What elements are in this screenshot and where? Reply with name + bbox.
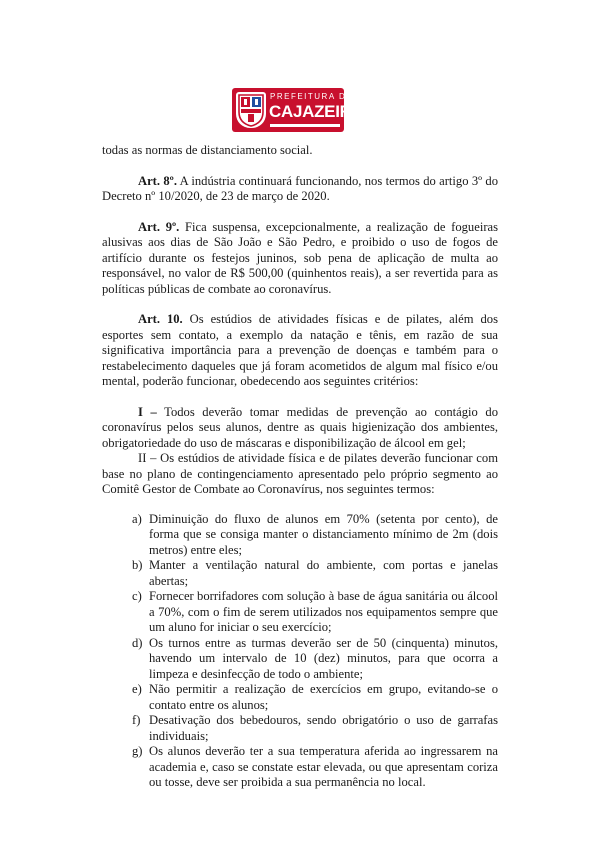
list-item (102, 636, 498, 683)
list-item-text: Não permitir a realização de exercícios em grupo, evitando-se o contato entre os alunos; (149, 682, 498, 712)
list-item (102, 589, 498, 636)
logo-underline (270, 124, 340, 127)
list-marker: g) (132, 744, 143, 758)
logo-line-1: PREFEITURA DE (270, 92, 354, 101)
list-item-text: Os alunos deverão ter a sua temperatura aferida ao ingressarem na academia e, caso se constate estar elevada, ou que apresentam coriza ou tosse, deve ser proibida a sua permanência no local. (149, 744, 498, 789)
article-9-text: Fica suspensa, excepcionalmente, a realização de fogueiras alusivas aos dias de São João e São Pedro, e proibido o uso de fogos de artifício durante os festejos juninos, sob pena de aplicação de multa ao responsável, no valor de R$ 500,00 (quinhentos reais), a ser revertida para as políticas públicas de combate ao coronavírus. (102, 219, 499, 296)
article-8-text: A indústria continuará funcionando, nos termos do artigo 3º do Decreto nº 10/2020, de 23 de março de 2020. (102, 173, 499, 203)
list-item (102, 744, 498, 791)
list-item-text: Os turnos entre as turmas deverão ser de 50 (cinquenta) minutos, havendo um intervalo de 10 (dez) minutos, para que ocorra a limpeza e desinfecção de todo o ambiente; (149, 635, 498, 681)
document-body (102, 143, 498, 791)
inciso-2: II – Os estúdios de atividade física e de pilates deverão funcionar com base no plano de contingenciamento apresentado pelo próprio segmento ao Comitê Gestor de Combate ao Coronavírus, nos seguintes termos: (102, 451, 498, 496)
logo-line-2: CAJAZEIRAS (269, 102, 375, 121)
city-hall-logo (232, 88, 375, 132)
list-item (102, 558, 498, 589)
list-marker: e) (132, 682, 142, 696)
inciso-1 (102, 405, 498, 452)
article-8-label: Art. 8º. (138, 173, 177, 188)
criteria-list (102, 512, 498, 791)
article-10-label: Art. 10. (138, 312, 183, 326)
list-item-text: Diminuição do fluxo de alunos em 70% (setenta por cento), de forma que se consiga manter o distanciamento mínimo de 2m (dois metros) entre eles; (149, 511, 498, 557)
article-10-text: Os estúdios de atividades físicas e de pilates, além dos esportes sem contato, a exemplo da natação e tênis, em razão de sua significativa importância para a prevenção de doenças e também para o restabelecimento daqueles que já foram acometidos de algum mal físico e/ou mental, poderão funcionar, obedecendo aos seguintes critérios: (102, 312, 498, 388)
article-9-label: Art. 9º. (138, 219, 180, 234)
list-item-text: Desativação dos bebedouros, sendo obrigatório o uso de garrafas individuais; (149, 713, 498, 743)
list-marker: a) (132, 511, 142, 526)
list-item (102, 682, 498, 713)
inciso-1-text: Todos deverão tomar medidas de prevenção ao contágio do coronavírus pelos seus alunos, dentre as quais higienização dos ambientes, obrigatoriedade do uso de máscaras e disponibilização de álcool em gel; (102, 404, 498, 450)
list-item-text: Fornecer borrifadores com solução à base de água sanitária ou álcool a 70%, com o fim de serem utilizados nos equipamentos sempre que um aluno for iniciar o seu exercício; (149, 589, 498, 634)
continuation-paragraph: todas as normas de distanciamento social. (102, 143, 313, 157)
article-8 (102, 174, 498, 205)
list-marker: c) (132, 589, 142, 603)
list-item (102, 512, 498, 559)
coat-of-arms-icon (236, 92, 266, 128)
list-marker: b) (132, 558, 143, 572)
list-marker: d) (132, 635, 143, 650)
article-10 (102, 312, 498, 390)
list-item (102, 713, 498, 744)
article-9 (102, 220, 498, 298)
list-item-text: Manter a ventilação natural do ambiente, com portas e janelas abertas; (149, 558, 498, 588)
inciso-1-label: I – (138, 404, 157, 419)
list-marker: f) (132, 713, 141, 727)
